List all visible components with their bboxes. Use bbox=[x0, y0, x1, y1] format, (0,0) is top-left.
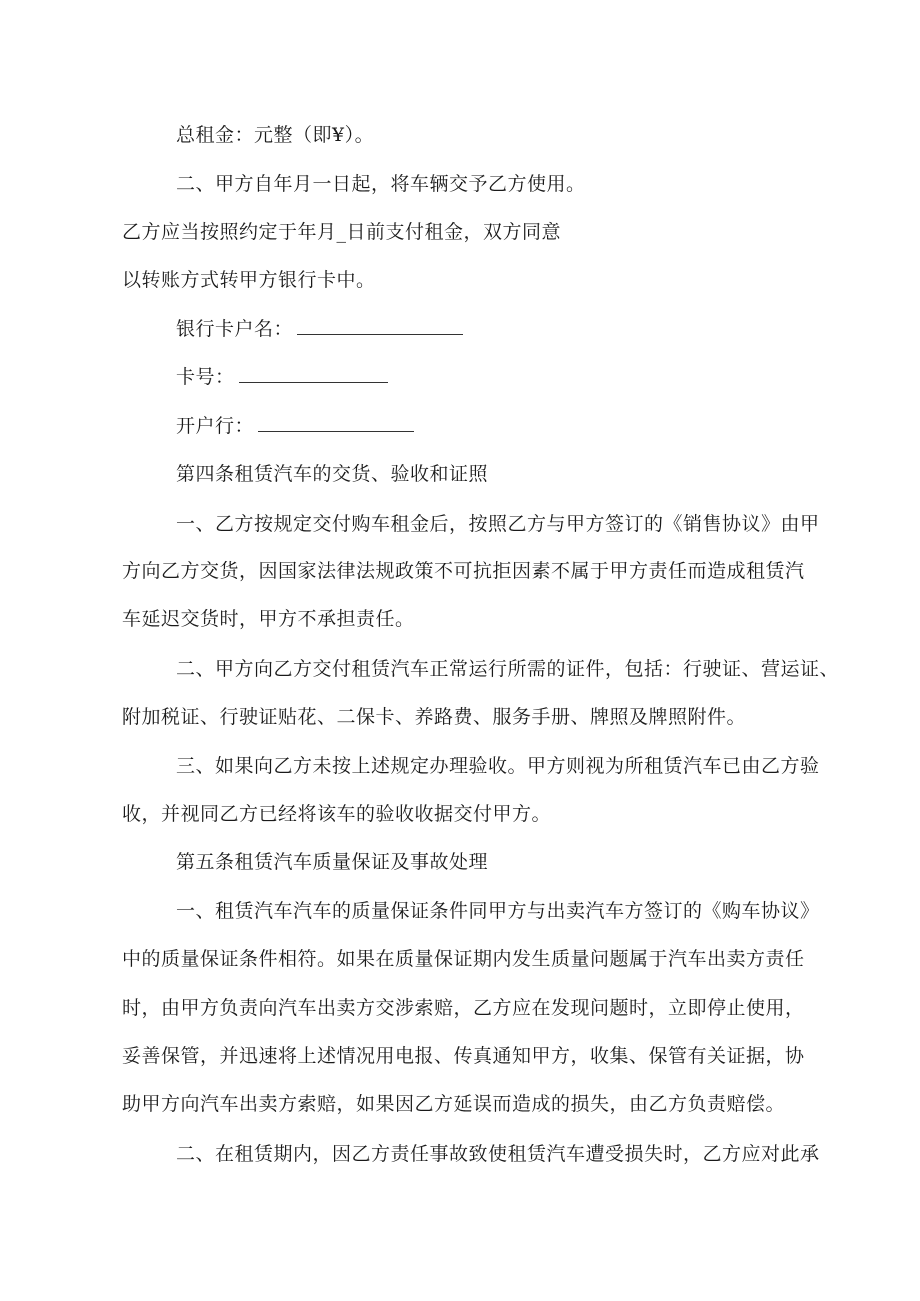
text-line: 一、乙方按规定交付购车租金后，按照乙方与甲方签订的《销售协议》由甲 bbox=[176, 513, 820, 535]
section-heading: 第四条租赁汽车的交货、验收和证照 bbox=[176, 463, 489, 485]
text-line: 二、甲方向乙方交付租赁汽车正常运行所需的证件，包括：行驶证、营运证、 bbox=[176, 658, 840, 680]
card-number-label: 卡号： bbox=[176, 366, 235, 388]
text-line: 妥善保管，并迅速将上述情况用电报、传真通知甲方，收集、保管有关证据，协 bbox=[122, 1045, 805, 1067]
text-line: 方向乙方交货，因国家法律法规政策不可抗拒因素不属于甲方责任而造成租赁汽 bbox=[122, 560, 805, 582]
text-line: 中的质量保证条件相符。如果在质量保证期内发生质量问题属于汽车出卖方责任 bbox=[122, 948, 805, 970]
bank-account-name-blank bbox=[297, 316, 463, 335]
section-heading: 第五条租赁汽车质量保证及事故处理 bbox=[176, 851, 489, 873]
opening-bank-label: 开户行： bbox=[176, 415, 255, 437]
text-line: 二、甲方自年月一日起，将车辆交予乙方使用。 bbox=[176, 173, 586, 195]
opening-bank-blank bbox=[258, 413, 414, 432]
text-line: 三、如果向乙方未按上述规定办理验收。甲方则视为所租赁汽车已由乙方验 bbox=[176, 755, 820, 777]
text-line: 助甲方向汽车出卖方索赔，如果因乙方延误而造成的损失，由乙方负责赔偿。 bbox=[122, 1093, 786, 1115]
bank-account-name-row bbox=[176, 316, 463, 342]
text-line: 以转账方式转甲方银行卡中。 bbox=[122, 269, 376, 291]
bank-account-name-label: 银行卡户名： bbox=[176, 318, 294, 340]
opening-bank-row bbox=[176, 413, 414, 439]
text-line: 二、在租赁期内，因乙方责任事故致使租赁汽车遭受损失时，乙方应对此承 bbox=[176, 1143, 820, 1165]
card-number-row bbox=[176, 364, 388, 390]
text-line: 总租金：元整（即¥）。 bbox=[176, 124, 375, 146]
text-line: 收，并视同乙方已经将该车的验收收据交付甲方。 bbox=[122, 803, 552, 825]
card-number-blank bbox=[239, 364, 388, 383]
text-line: 一、租赁汽车汽车的质量保证条件同甲方与出卖汽车方签订的《购车协议》 bbox=[176, 900, 820, 922]
text-line: 时，由甲方负责向汽车出卖方交涉索赔，乙方应在发现问题时，立即停止使用， bbox=[122, 997, 805, 1019]
text-line: 乙方应当按照约定于年月_日前支付租金，双方同意 bbox=[122, 221, 562, 243]
text-line: 车延迟交货时，甲方不承担责任。 bbox=[122, 608, 415, 630]
text-line: 附加税证、行驶证贴花、二保卡、养路费、服务手册、牌照及牌照附件。 bbox=[122, 706, 747, 728]
